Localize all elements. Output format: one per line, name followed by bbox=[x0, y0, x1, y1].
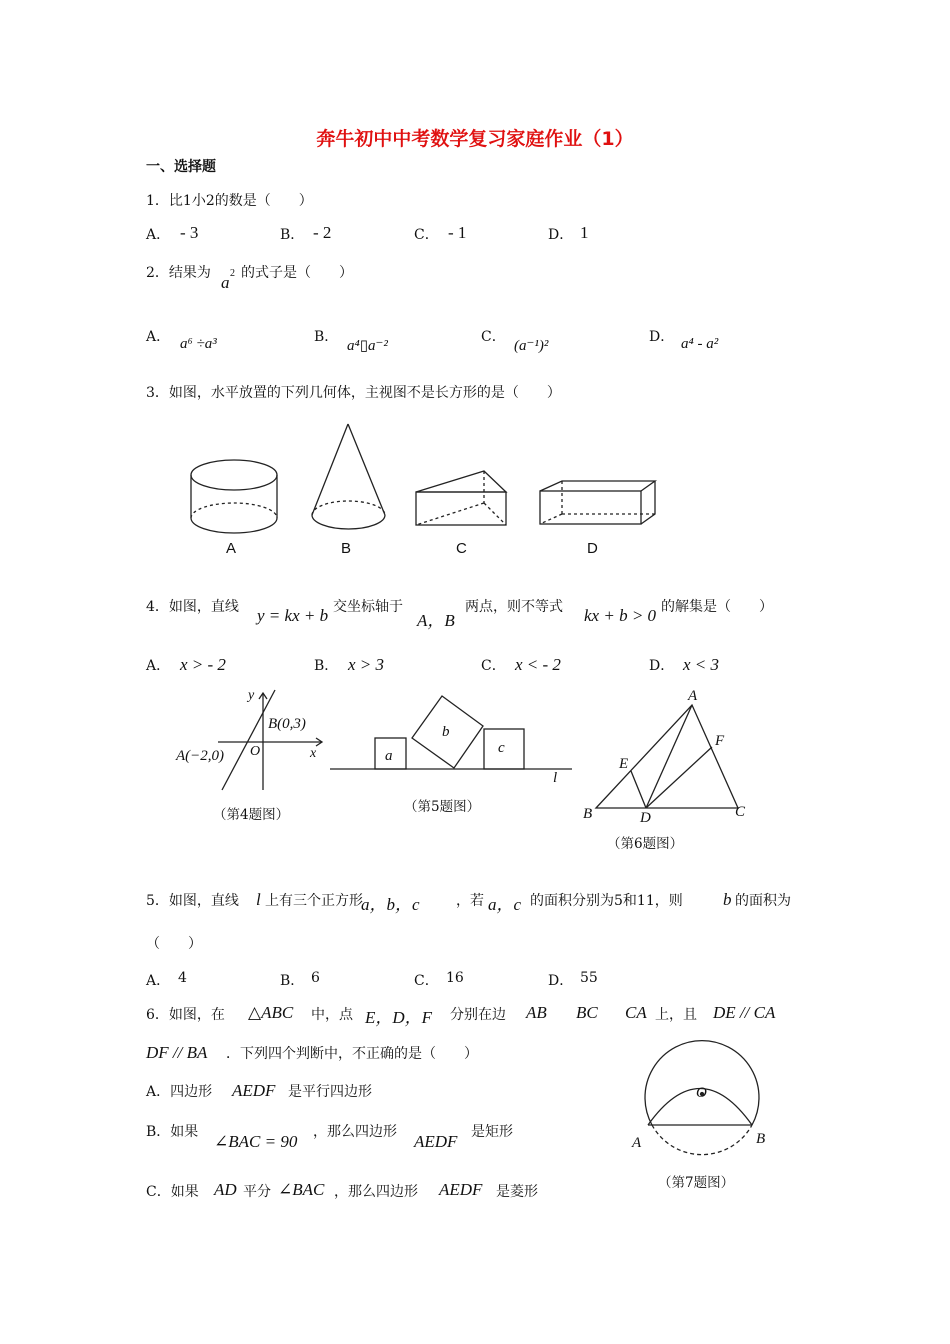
q6-option-a-figure: AEDF bbox=[232, 1081, 276, 1100]
q1-option-b-value: - 2 bbox=[313, 223, 332, 242]
q5-stem-post: 的面积为 bbox=[735, 893, 791, 909]
q2-option-c-value: (a⁻¹)² bbox=[514, 338, 549, 354]
q6-option-c-post: 是菱形 bbox=[496, 1184, 538, 1200]
fig5-label-c: c bbox=[498, 740, 505, 756]
q4-option-a-label: A． bbox=[146, 658, 171, 674]
q6-de-parallel: DE // CA bbox=[713, 1003, 776, 1022]
q6-option-a-post: 是平行四边形 bbox=[288, 1084, 372, 1100]
q6-stem-mid2: 分别在边 bbox=[450, 1007, 506, 1023]
q4-option-c-value: x < - 2 bbox=[515, 655, 561, 674]
q5-stem-mid2: ，若 bbox=[456, 893, 484, 909]
q4-option-b-value: x > 3 bbox=[348, 655, 385, 674]
q5-b: b bbox=[723, 890, 732, 909]
q2-stem-pre: 2．结果为 bbox=[146, 265, 211, 281]
q5-option-d-value: 55 bbox=[580, 970, 598, 986]
q5-ac: a，c bbox=[488, 895, 522, 914]
q5-option-c-label: C． bbox=[414, 973, 439, 989]
fig5-label-a: a bbox=[385, 748, 393, 764]
q4-points: A，B bbox=[417, 611, 455, 630]
q6-side-bc: BC bbox=[576, 1003, 598, 1022]
q5-stem-pre: 5．如图，直线 bbox=[146, 893, 239, 909]
fig6-label-f: F bbox=[715, 733, 725, 749]
fig4-y-axis-label: y bbox=[248, 688, 255, 703]
q5-option-b-value: 6 bbox=[311, 970, 320, 986]
fig4-x-axis-label: x bbox=[310, 746, 317, 761]
q1-stem: 1．比1小2的数是（ ） bbox=[146, 193, 313, 209]
q2-stem-post: 的式子是（ ） bbox=[241, 265, 353, 281]
q4-option-d-label: D． bbox=[649, 658, 675, 674]
q2-option-d-value: a⁴ - a² bbox=[681, 336, 719, 352]
q1-option-a-value: - 3 bbox=[180, 223, 199, 242]
q4-line-eq: y = kx + b bbox=[257, 606, 329, 625]
q2-expr-base: a bbox=[221, 273, 230, 292]
q4-option-d-value: x < 3 bbox=[683, 655, 720, 674]
q1-option-b-label: B． bbox=[280, 227, 305, 243]
q6-option-c-ad: AD bbox=[214, 1180, 237, 1199]
q6-points: E，D，F bbox=[365, 1008, 433, 1027]
q6-option-b-post: 是矩形 bbox=[471, 1124, 513, 1140]
fig6-label-e: E bbox=[619, 756, 629, 772]
q2-option-a-value: a⁶ ÷a³ bbox=[180, 336, 217, 352]
q5-paren: （ ） bbox=[146, 936, 202, 952]
page-title: 奔牛初中中考数学复习家庭作业（1） bbox=[316, 128, 634, 150]
q1-option-a-label: A． bbox=[146, 227, 171, 243]
q6-option-b-condition: ∠BAC = 90 bbox=[214, 1132, 298, 1151]
q5-option-b-label: B． bbox=[280, 973, 305, 989]
q5-stem-mid3: 的面积分别为5和11，则 bbox=[530, 893, 683, 909]
q6-stem-mid3: 上，且 bbox=[655, 1007, 697, 1023]
q1-option-d-value: 1 bbox=[580, 223, 589, 242]
q6-side-ca: CA bbox=[625, 1003, 647, 1022]
q6-option-b-label: B．如果 bbox=[146, 1124, 199, 1140]
q5-option-d-label: D． bbox=[548, 973, 574, 989]
fig4-caption: （第4题图） bbox=[213, 807, 290, 823]
q5-option-a-label: A． bbox=[146, 973, 171, 989]
fig4-point-a: A(−2,0) bbox=[176, 748, 225, 764]
section-heading: 一、选择题 bbox=[146, 159, 216, 175]
q5-line: l bbox=[256, 890, 261, 909]
q6-option-a-label: A．四边形 bbox=[146, 1084, 213, 1100]
q4-option-b-label: B． bbox=[314, 658, 339, 674]
fig4-point-b: B(0,3) bbox=[268, 716, 306, 732]
fig6-label-a: A bbox=[688, 688, 698, 704]
q2-option-b-label: B． bbox=[314, 329, 339, 345]
q6-stem-pre: 6．如图，在 bbox=[146, 1007, 225, 1023]
q4-inequality: kx + b > 0 bbox=[584, 606, 657, 625]
q1-option-d-label: D． bbox=[548, 227, 574, 243]
q2-option-a-label: A． bbox=[146, 329, 171, 345]
q6-option-b-mid: ，那么四边形 bbox=[313, 1124, 397, 1140]
q2-option-b-value: a⁴▯a⁻² bbox=[347, 338, 388, 354]
q2-expr-exp: 2 bbox=[230, 268, 235, 279]
q5-stem-mid: 上有三个正方形 bbox=[265, 893, 363, 909]
q2-option-d-label: D． bbox=[649, 329, 675, 345]
fig6-caption: （第6题图） bbox=[607, 836, 684, 852]
fig7-label-o: O bbox=[696, 1085, 707, 1101]
q3-stem: 3．如图，水平放置的下列几何体，主视图不是长方形的是（ ） bbox=[146, 385, 561, 401]
q6-option-c-label: C．如果 bbox=[146, 1184, 199, 1200]
q6-option-c-mid2: ，那么四边形 bbox=[334, 1184, 418, 1200]
q4-option-c-label: C． bbox=[481, 658, 506, 674]
q6-triangle: △ABC bbox=[248, 1003, 294, 1022]
q6-option-b-figure: AEDF bbox=[414, 1132, 458, 1151]
q3-label-b: B bbox=[341, 540, 352, 557]
q5-squares: a，b，c bbox=[361, 895, 420, 914]
q4-stem-post: 的解集是（ ） bbox=[661, 599, 773, 615]
q4-stem-pre: 4．如图，直线 bbox=[146, 599, 239, 615]
q6-stem-post: ．下列四个判断中，不正确的是（ ） bbox=[226, 1046, 478, 1062]
fig6-label-b: B bbox=[583, 806, 593, 822]
q1-option-c-value: - 1 bbox=[448, 223, 467, 242]
fig7-caption: （第7题图） bbox=[658, 1175, 735, 1191]
q6-side-ab: AB bbox=[526, 1003, 547, 1022]
fig6-label-c: C bbox=[735, 804, 746, 820]
fig4-origin: O bbox=[250, 744, 261, 759]
q2-option-c-label: C． bbox=[481, 329, 506, 345]
q6-stem-mid: 中，点 bbox=[311, 1007, 353, 1023]
q3-label-c: C bbox=[456, 540, 467, 557]
fig5-label-b: b bbox=[442, 724, 450, 740]
q3-label-d: D bbox=[587, 540, 598, 557]
fig6-label-d: D bbox=[640, 810, 651, 826]
fig7-label-b: B bbox=[756, 1131, 766, 1147]
q4-stem-mid2: 两点，则不等式 bbox=[465, 599, 563, 615]
fig5-label-l: l bbox=[553, 770, 558, 786]
q4-option-a-value: x > - 2 bbox=[180, 655, 226, 674]
fig7-label-a: A bbox=[632, 1135, 642, 1151]
q5-option-c-value: 16 bbox=[446, 970, 464, 986]
fig5-caption: （第5题图） bbox=[404, 799, 481, 815]
q5-option-a-value: 4 bbox=[178, 970, 187, 986]
fig7-dashed-arc bbox=[652, 1125, 752, 1155]
q6-option-c-mid1: 平分 bbox=[243, 1184, 271, 1200]
q1-option-c-label: C． bbox=[414, 227, 439, 243]
q6-option-c-angle: ∠BAC bbox=[278, 1180, 325, 1199]
q6-df-parallel: DF // BA bbox=[146, 1043, 208, 1062]
q6-option-c-figure: AEDF bbox=[439, 1180, 483, 1199]
q4-stem-mid1: 交坐标轴于 bbox=[333, 599, 403, 615]
q3-label-a: A bbox=[226, 540, 237, 557]
